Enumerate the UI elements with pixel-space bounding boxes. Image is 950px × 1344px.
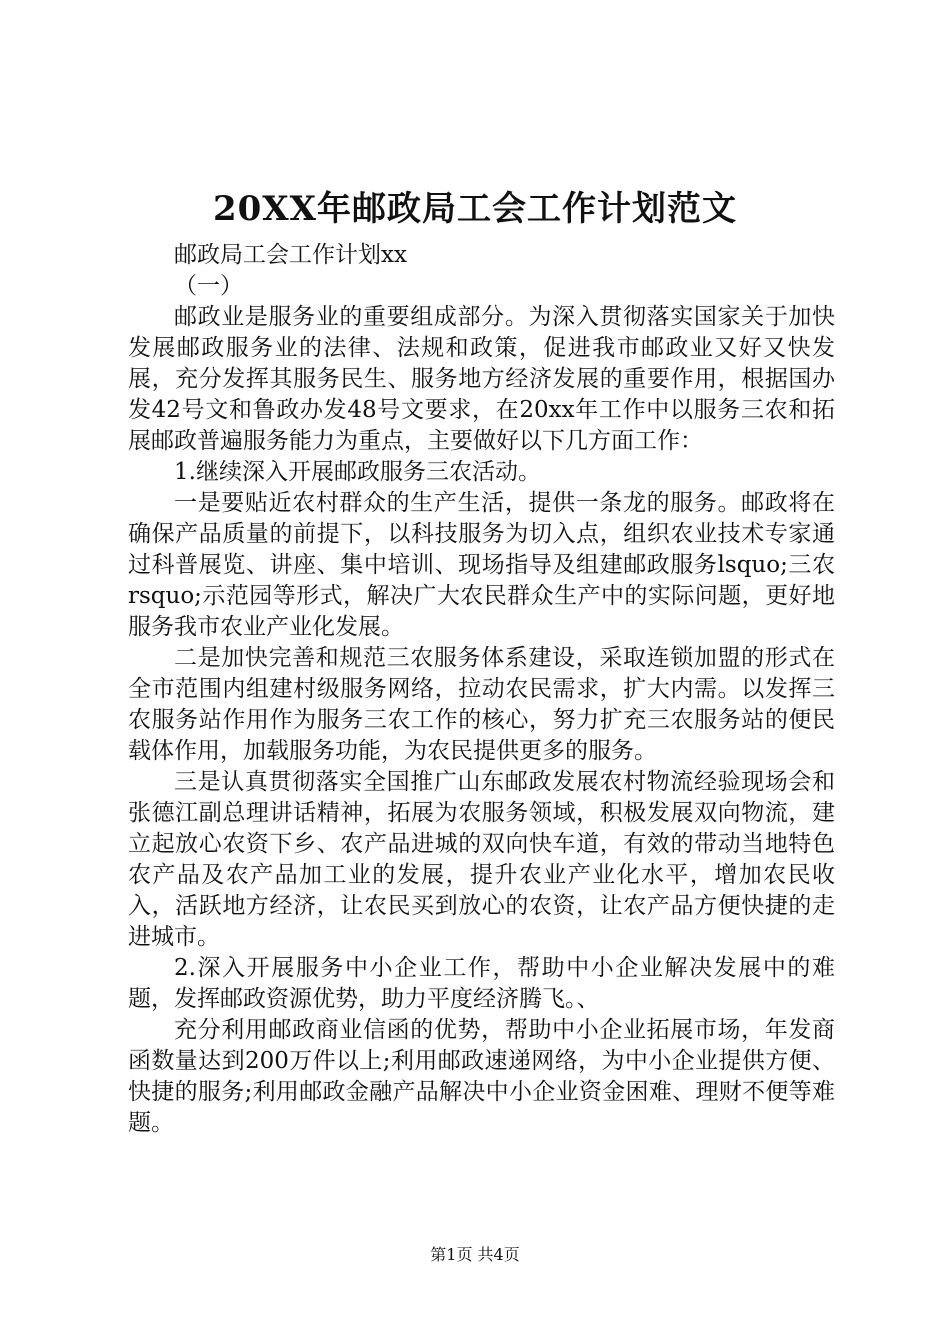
paragraph-intro: 邮政业是服务业的重要组成部分。为深入贯彻落实国家关于加快发展邮政服务业的法律、法规和政策，促进我市邮政业又好又快发展，充分发挥其服务民生、服务地方经济发展的重要作用，根据国办发42号文和鲁政办发48号文要求，在20xx年工作中以服务三农和拓展邮政普遍服务能力为重点，主要做好以下几方面工作： — [128, 304, 835, 454]
paragraph-item-1: 一是要贴近农村群众的生产生活，提供一条龙的服务。邮政将在确保产品质量的前提下，以科技服务为切入点，组织农业技术专家通过科普展览、讲座、集中培训、现场指导及组建邮政服务lsquo;三农rsquo;示范园等形式，解决广大农民群众生产中的实际问题，更好地服务我市农业产业化发展。 — [128, 490, 835, 640]
document-title: 20XX年邮政局工会工作计划范文 — [212, 189, 738, 229]
paragraph-heading-1: 1.继续深入开展邮政服务三农活动。 — [174, 459, 541, 485]
paragraph-subtitle: 邮政局工会工作计划xx — [174, 242, 407, 268]
paragraph-item-3: 三是认真贯彻落实全国推广山东邮政发展农村物流经验现场会和张德江副总理讲话精神，拓展为农服务领域，积极发展双向物流，建立起放心农资下乡、农产品进城的双向快车道，有效的带动当地特色农产品及农产品加工业的发展，提升农业产业化水平，增加农民收入，活跃地方经济，让农民买到放心的农资，让农产品方便快捷的走进城市。 — [128, 769, 835, 950]
paragraph-sme-services: 充分利用邮政商业信函的优势，帮助中小企业拓展市场，年发商函数量达到200万件以上;利用邮政速递网络，为中小企业提供方便、快捷的服务;利用邮政金融产品解决中小企业资金困难、理财不便等难题。 — [128, 1017, 835, 1136]
paragraph-item-2: 二是加快完善和规范三农服务体系建设，采取连锁加盟的形式在全市范围内组建村级服务网络，拉动农民需求，扩大内需。以发挥三农服务站作用作为服务三农工作的核心，努力扩充三农服务站的便民载体作用，加载服务功能，为农民提供更多的服务。 — [128, 645, 835, 764]
document-body — [128, 240, 835, 1139]
paragraph-section-number: （一） — [174, 273, 243, 299]
page-footer: 第1页 共4页 — [430, 1245, 520, 1264]
paragraph-heading-2: 2.深入开展服务中小企业工作，帮助中小企业解决发展中的难题，发挥邮政资源优势，助力平度经济腾飞。、 — [128, 955, 835, 1012]
